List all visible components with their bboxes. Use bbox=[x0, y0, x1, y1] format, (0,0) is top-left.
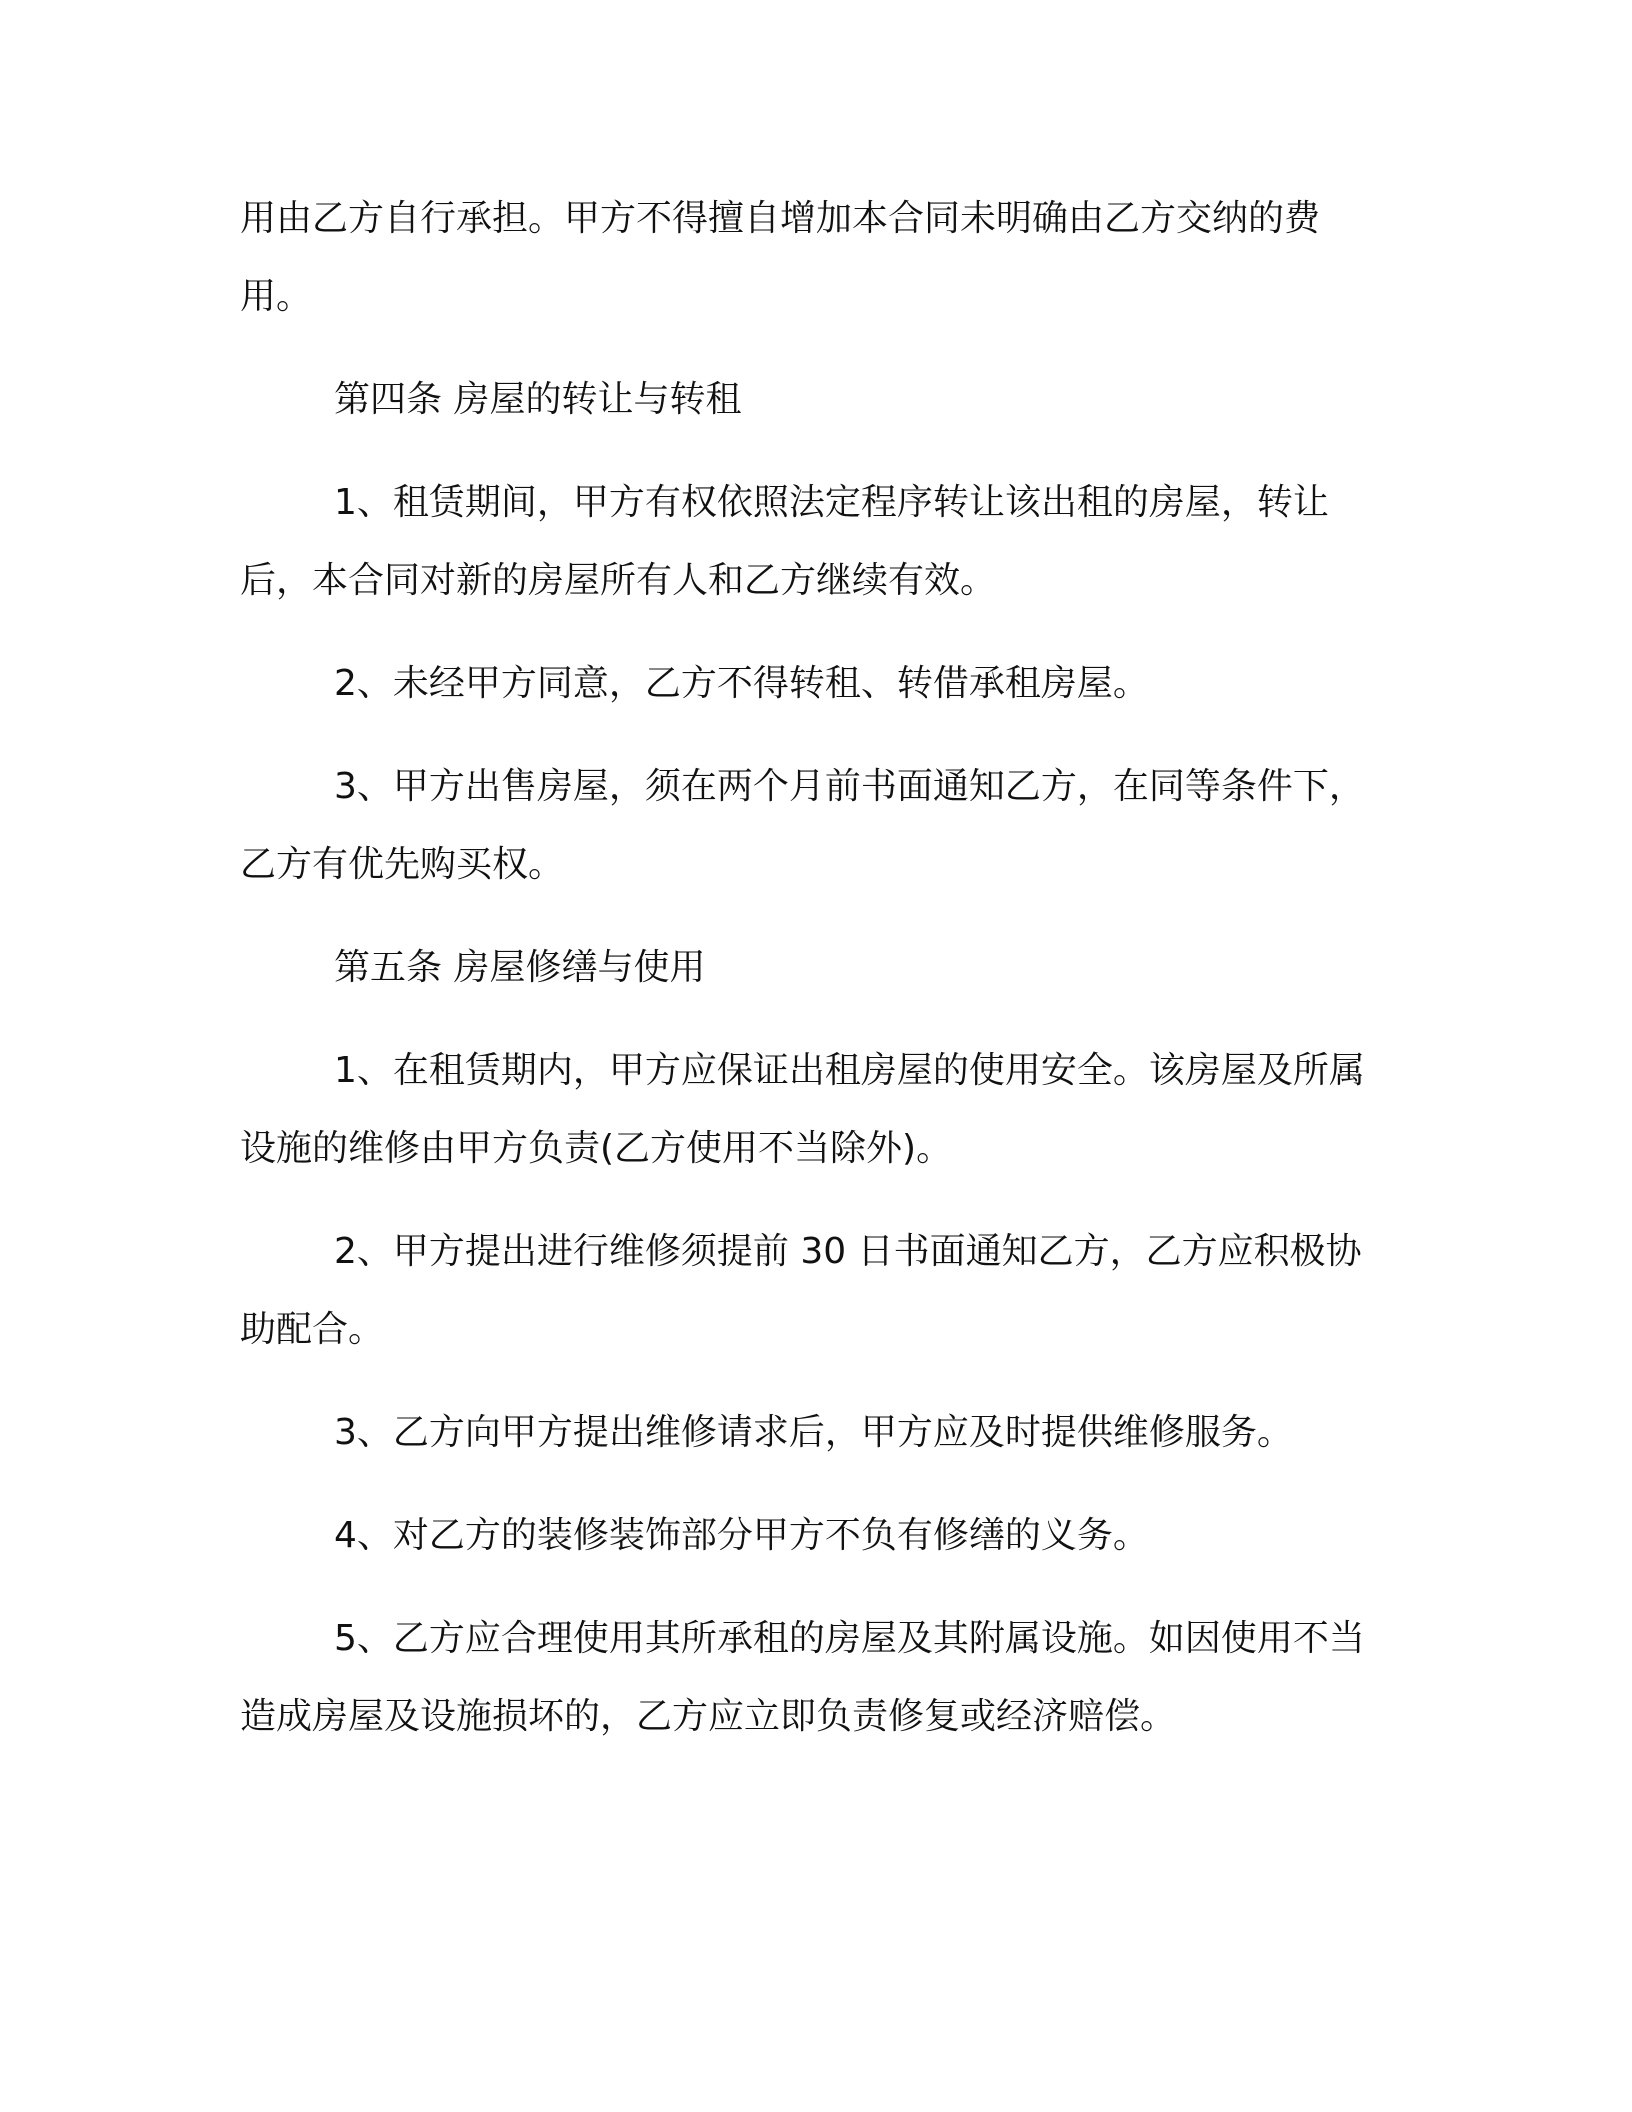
document-body bbox=[240, 180, 1390, 1781]
clause-5-1: 1、在租赁期内，甲方应保证出租房屋的使用安全。该房屋及所属设施的维修由甲方负责(乙方使用不当除外)。 bbox=[240, 1050, 1365, 1169]
clause-5-5: 5、乙方应合理使用其所承租的房屋及其附属设施。如因使用不当造成房屋及设施损坏的，乙方应立即负责修复或经济赔偿。 bbox=[240, 1618, 1365, 1737]
clause-4-3: 3、甲方出售房屋，须在两个月前书面通知乙方，在同等条件下，乙方有优先购买权。 bbox=[240, 766, 1365, 885]
clause-5-2: 2、甲方提出进行维修须提前 30 日书面通知乙方，乙方应积极协助配合。 bbox=[240, 1231, 1362, 1350]
paragraph-fee-continuation: 用由乙方自行承担。甲方不得擅自增加本合同未明确由乙方交纳的费用。 bbox=[240, 198, 1321, 317]
clause-4-1: 1、租赁期间，甲方有权依照法定程序转让该出租的房屋，转让后，本合同对新的房屋所有人和乙方继续有效。 bbox=[240, 482, 1329, 601]
section-heading-article-5: 第五条 房屋修缮与使用 bbox=[334, 947, 706, 988]
clause-4-2: 2、未经甲方同意，乙方不得转租、转借承租房屋。 bbox=[334, 663, 1149, 704]
section-heading-article-4: 第四条 房屋的转让与转租 bbox=[334, 379, 742, 420]
clause-5-3: 3、乙方向甲方提出维修请求后，甲方应及时提供维修服务。 bbox=[334, 1412, 1293, 1453]
clause-5-4: 4、对乙方的装修装饰部分甲方不负有修缮的义务。 bbox=[334, 1515, 1149, 1556]
